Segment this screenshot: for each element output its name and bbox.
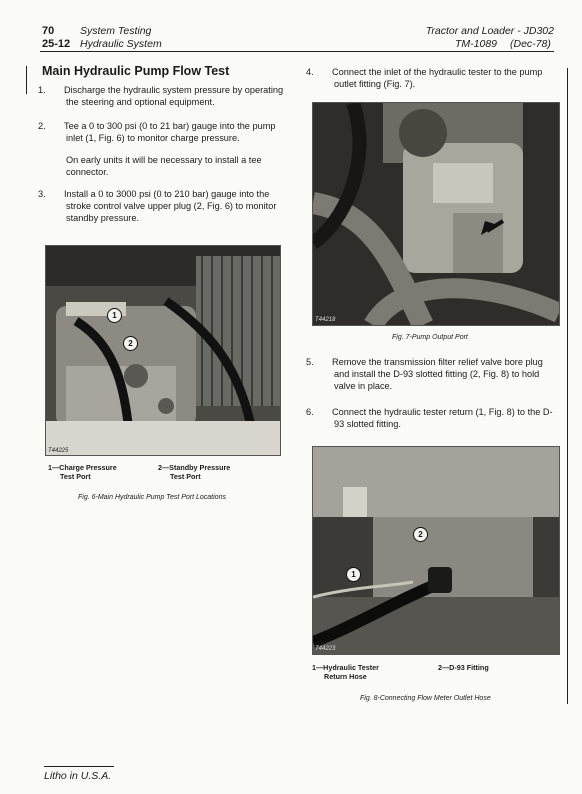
fig6-photo-code: T44225 (48, 448, 69, 454)
step-6: 6. Connect the hydraulic tester return (1, Fig. 8) to the D-93 slotted fitting. (306, 407, 553, 429)
step-4-block (306, 66, 555, 90)
subsection-title: Hydraulic System (80, 38, 162, 50)
page-number: 70 (42, 25, 55, 37)
step-3: 3. Install a 0 to 3000 psi (0 to 210 bar) gauge into the stroke control valve upper plug (2, Fig. 6) to monitor standby pressure. (38, 189, 277, 223)
fig7-caption: Fig. 7-Pump Output Port (392, 334, 468, 341)
header-rule (40, 51, 554, 52)
step-4: 4. Connect the inlet of the hydraulic tester to the pump outlet fitting (Fig. 7). (306, 67, 543, 89)
right-steps (306, 356, 558, 430)
fig7-photo (312, 102, 560, 326)
product-title: Tractor and Loader - JD302 (425, 25, 554, 37)
fig6-photo (45, 245, 281, 456)
section-heading: Main Hydraulic Pump Flow Test (42, 64, 230, 78)
fig8-legend-2: 2—D-93 Fitting (438, 663, 489, 672)
fig8-caption: Fig. 8-Connecting Flow Meter Outlet Hose (360, 695, 491, 702)
fig6-callout-2: 2 (123, 336, 138, 351)
section-title: System Testing (80, 25, 152, 37)
fig8-legend-1: 1—Hydraulic Tester Return Hose (312, 663, 379, 681)
fig8-callout-2: 2 (413, 527, 428, 542)
fig8-photo-code: T44223 (315, 646, 336, 652)
fig6-callout-1: 1 (107, 308, 122, 323)
footer-rule (44, 766, 114, 767)
footer-litho: Litho in U.S.A. (44, 770, 112, 782)
fig7-photo-code: T44218 (315, 317, 336, 323)
step-5: 5. Remove the transmission filter relief valve bore plug and install the D-93 slotted fitting (2, Fig. 8) to hold valve in place. (306, 357, 543, 391)
fig8-photo (312, 446, 560, 655)
manual-date: (Dec-78) (510, 38, 551, 50)
step-1: 1. Discharge the hydraulic system pressure by operating the steering and optional equipment. (38, 85, 284, 107)
fig6-legend-2: 2—Standby Pressure Test Port (158, 463, 231, 481)
left-steps (38, 84, 292, 224)
fig6-legend-1: 1—Charge Pressure Test Port (48, 463, 117, 481)
fig8-callout-1: 1 (346, 567, 361, 582)
step-2: 2. Tee a 0 to 300 psi (0 to 21 bar) gauge into the pump inlet (1, Fig. 6) to monitor charge pressure. (38, 121, 276, 143)
right-margin-bar (567, 68, 568, 704)
left-margin-bar (26, 66, 27, 94)
fig6-caption: Fig. 6-Main Hydraulic Pump Test Port Locations (78, 494, 226, 501)
step-2-note: On early units it will be necessary to install a tee connector. (66, 155, 262, 177)
section-code: 25-12 (42, 38, 71, 50)
manual-number: TM-1089 (455, 38, 498, 50)
